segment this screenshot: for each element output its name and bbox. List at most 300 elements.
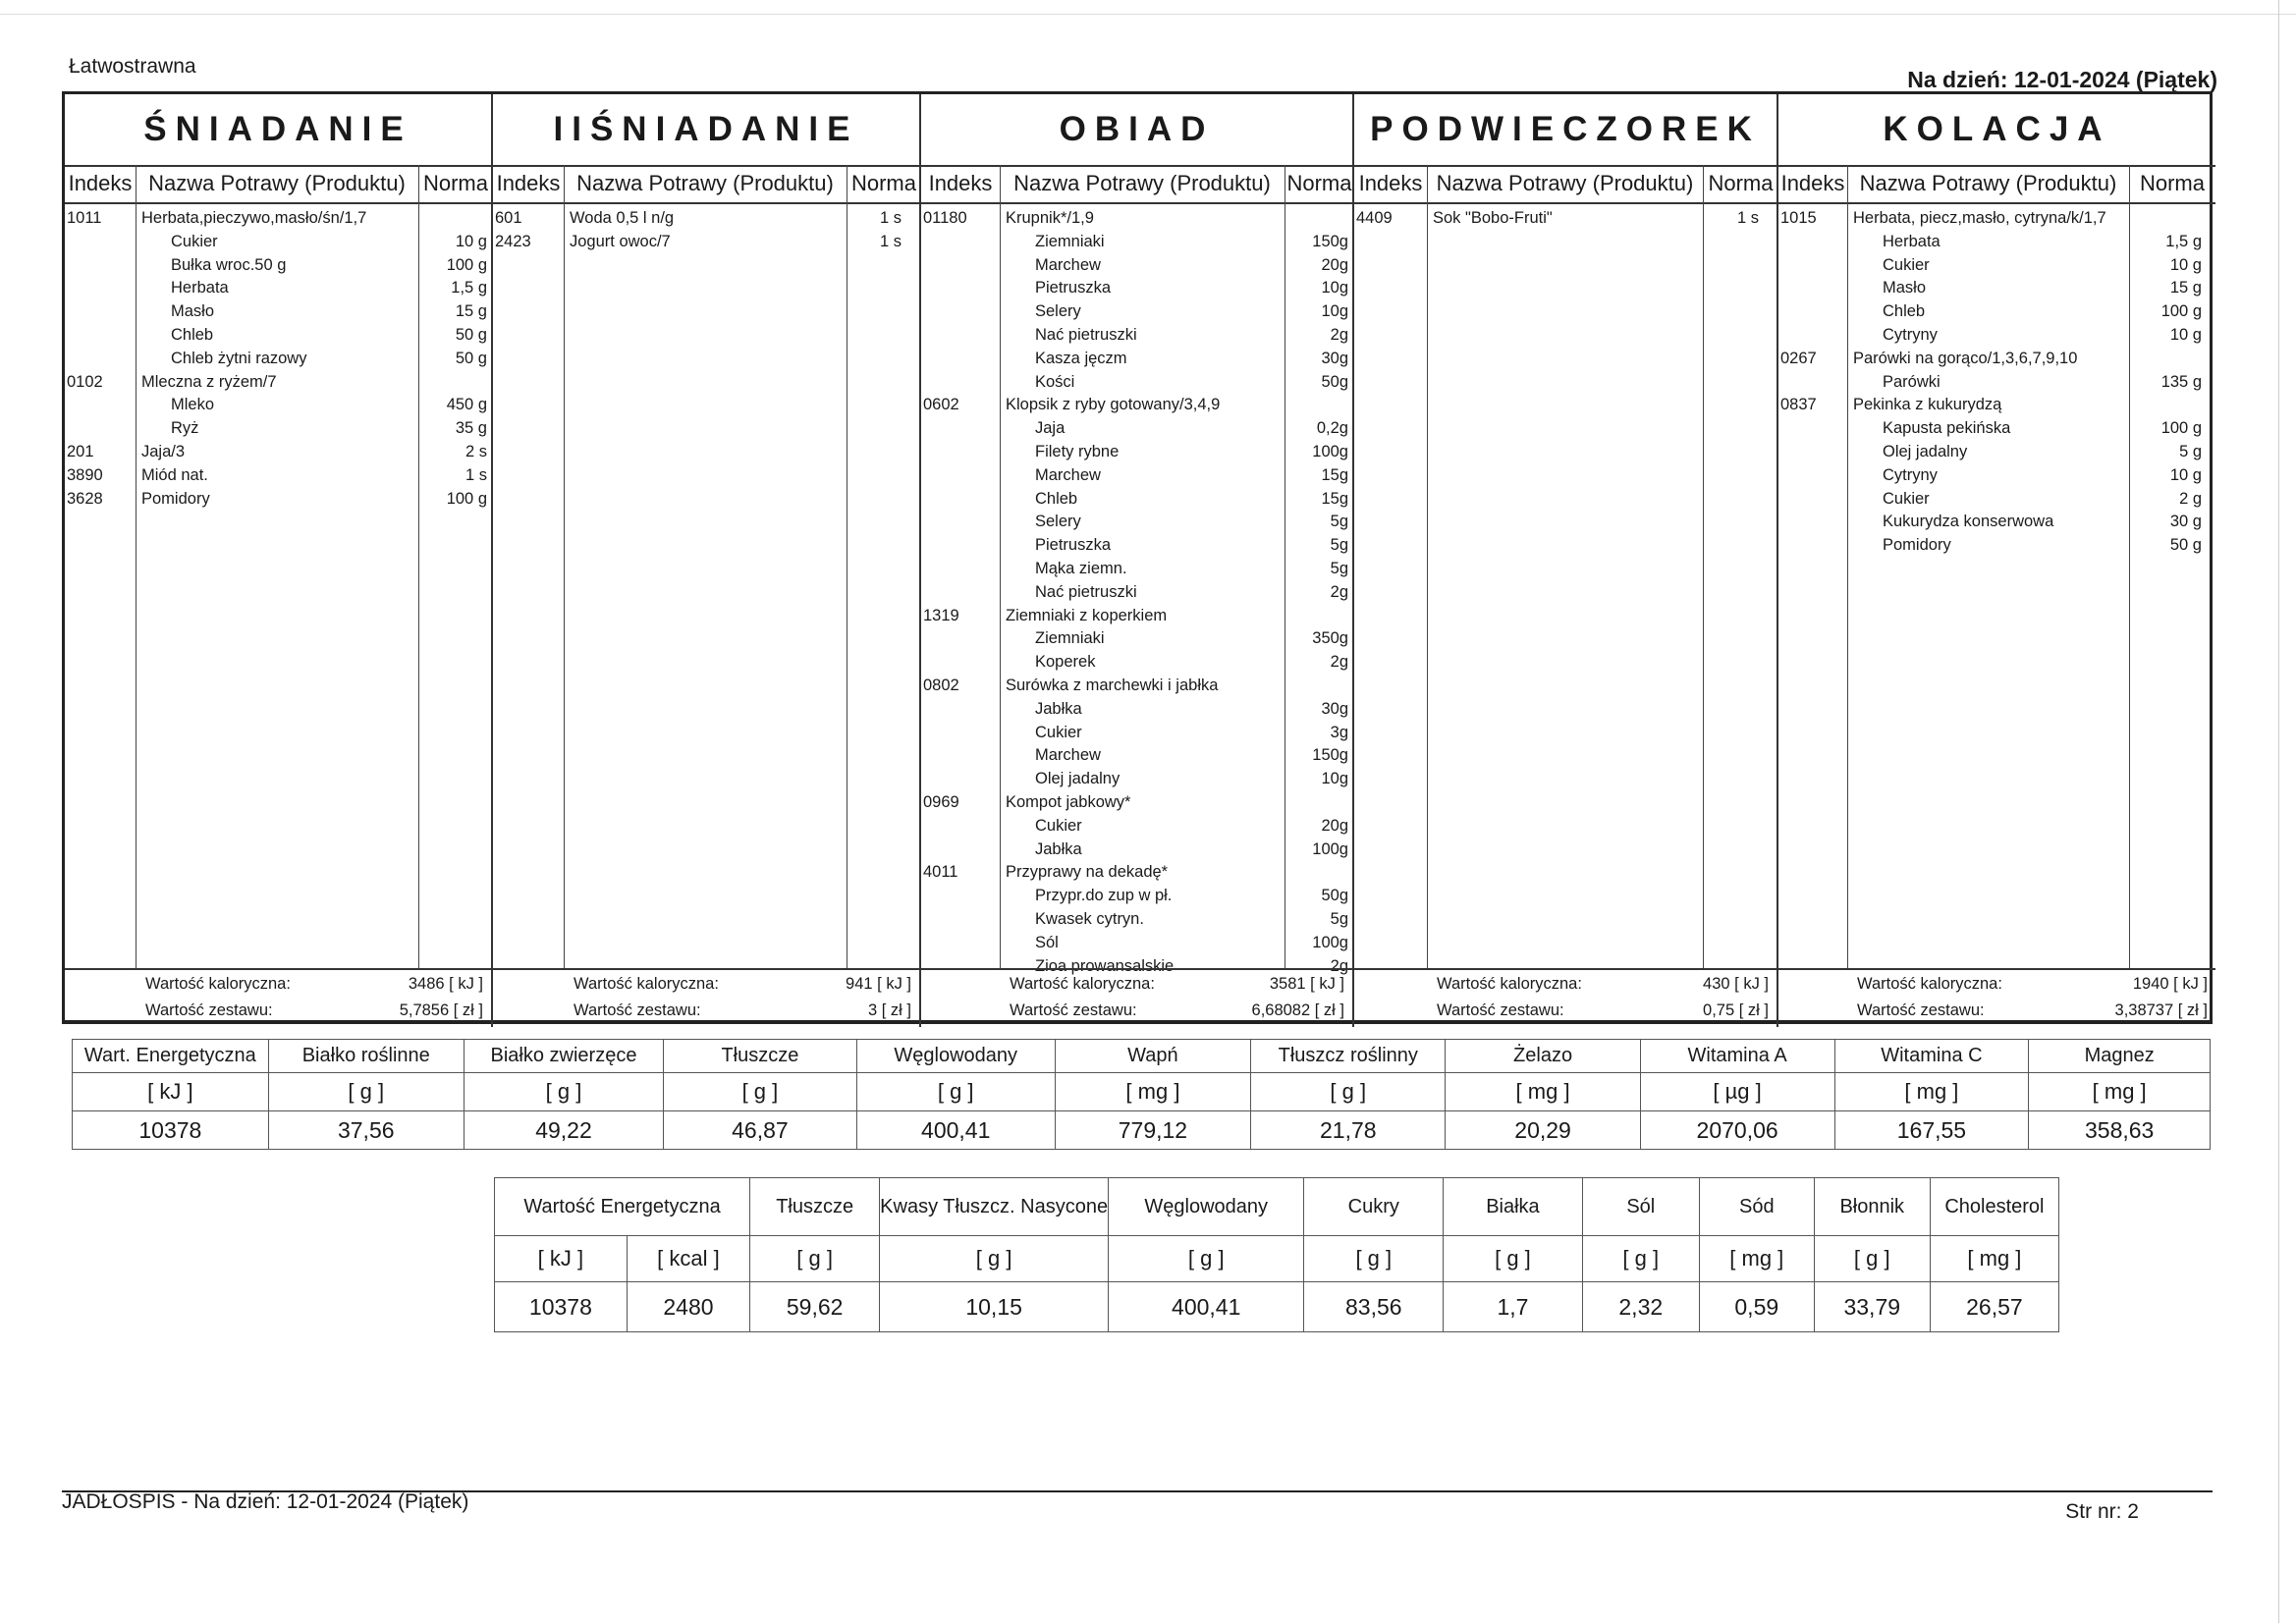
item-norm: 15 g (2169, 279, 2202, 298)
nutrient-unit: [ kcal ] (627, 1236, 749, 1282)
menu-row (65, 206, 491, 230)
item-norm: 5g (1330, 560, 1348, 577)
summary-label: Wartość kaloryczna: (1437, 975, 1582, 993)
nutrient-header: Kwasy Tłuszcz. Nasycone (880, 1178, 1109, 1236)
ingredient-name: Olej jadalny (1035, 770, 1121, 788)
item-norm: 2g (1330, 653, 1348, 672)
nutrient-header: Sód (1699, 1178, 1814, 1236)
nutrient-unit: [ kJ ] (73, 1073, 269, 1111)
item-norm: 15g (1321, 465, 1348, 484)
menu-row (1778, 416, 2215, 440)
nutrient-header: Białko roślinne (268, 1040, 464, 1073)
menu-row (65, 253, 491, 277)
dish-name: Herbata, piecz,masło, cytryna/k/1,7 (1853, 209, 2106, 227)
meal-title: PODWIECZOREK (1354, 94, 1777, 167)
ingredient-name: Chleb (1883, 302, 1926, 321)
item-norm: 100g (1312, 839, 1348, 858)
nutrient-header: Wart. Energetyczna (73, 1040, 269, 1073)
ingredient-name: Chleb (1035, 489, 1078, 508)
nutrients-table-2 (494, 1177, 2059, 1332)
value-row (495, 1282, 2059, 1332)
column-header-name: Nazwa Potrawy (Produktu) (576, 171, 834, 195)
nutrient-header: Białka (1444, 1178, 1582, 1236)
item-norm: 2g (1330, 582, 1348, 601)
item-index: 2423 (495, 232, 531, 250)
item-index: 1319 (923, 606, 959, 624)
menu-row (921, 440, 1352, 463)
ingredient-name: Kości (1035, 372, 1075, 391)
nutrient-header: Witamina C (1834, 1040, 2029, 1073)
menu-row (921, 860, 1352, 884)
dish-name: Klopsik z ryby gotowany/3,4,9 (1006, 396, 1221, 414)
item-norm: 5g (1330, 513, 1348, 531)
nutrient-unit: [ g ] (664, 1073, 857, 1111)
nutrient-header: Sól (1582, 1178, 1699, 1236)
dish-name: Kompot jabkowy* (1006, 793, 1131, 811)
item-norm: 50g (1321, 887, 1348, 905)
item-norm: 100g (1312, 933, 1348, 951)
item-norm: 35 g (455, 419, 487, 438)
menu-row (921, 463, 1352, 487)
menu-row (65, 323, 491, 347)
meal-title: OBIAD (921, 94, 1352, 167)
column-header-index: Indeks (928, 171, 993, 195)
column-header-row (493, 165, 919, 204)
menu-row (921, 323, 1352, 347)
item-norm: 10 g (2169, 255, 2202, 274)
nutrient-header: Węglowodany (1109, 1178, 1304, 1236)
menu-row (921, 299, 1352, 323)
nutrient-unit: [ g ] (1582, 1236, 1699, 1282)
menu-row (1778, 299, 2215, 323)
item-index: 4011 (923, 863, 958, 882)
meal-column (493, 94, 921, 1027)
menu-row (921, 767, 1352, 790)
nutrient-unit: [ kJ ] (495, 1236, 628, 1282)
item-norm: 5g (1330, 910, 1348, 928)
menu-row (1778, 230, 2215, 253)
meal-title: ŚNIADANIE (65, 94, 491, 167)
ingredient-name: Selery (1035, 513, 1081, 531)
value-row (73, 1111, 2211, 1150)
summary-label: Wartość kaloryczna: (1857, 975, 2002, 993)
dish-name: Herbata,pieczywo,masło/śn/1,7 (141, 209, 367, 227)
ingredient-name: Herbata (171, 279, 229, 298)
item-norm: 30g (1321, 699, 1348, 718)
nutrient-unit: [ mg ] (1699, 1236, 1814, 1282)
item-norm: 15 g (455, 302, 487, 321)
ingredient-name: Mleko (171, 396, 215, 414)
ingredient-name: Cukier (1035, 816, 1082, 835)
column-header-row (921, 165, 1352, 204)
item-index: 3628 (67, 489, 103, 508)
ingredient-name: Cytryny (1883, 326, 1938, 344)
ingredient-name: Kapusta pekińska (1883, 419, 2011, 438)
ingredient-name: Marchew (1035, 255, 1101, 274)
nutrient-header: Tłuszcz roślinny (1251, 1040, 1446, 1073)
page-right-edge (2278, 0, 2279, 1623)
column-header-norm: Norma (1708, 171, 1774, 195)
item-norm: 10 g (2169, 326, 2202, 344)
ingredient-name: Cytryny (1883, 465, 1938, 484)
item-norm: 150g (1312, 746, 1348, 765)
summary-label: Wartość zestawu: (1857, 1001, 1985, 1019)
nutrient-unit: [ g ] (1304, 1236, 1444, 1282)
ingredient-name: Zioa prowansalskie (1035, 956, 1175, 975)
item-norm: 2g (1330, 956, 1348, 975)
dish-name: Pomidory (141, 489, 210, 508)
diet-name: Łatwostrawna (69, 55, 196, 78)
column-header-name: Nazwa Potrawy (Produktu) (1436, 171, 1694, 195)
menu-row (921, 626, 1352, 650)
item-norm: 10g (1321, 279, 1348, 298)
menu-row (921, 814, 1352, 838)
menu-row (921, 276, 1352, 299)
summary-value: 6,68082 [ zł ] (1251, 1001, 1344, 1019)
nutrient-unit: [ mg ] (1446, 1073, 1640, 1111)
item-norm: 100 g (446, 255, 487, 274)
item-index: 1011 (67, 209, 102, 227)
column-header-name: Nazwa Potrawy (Produktu) (1859, 171, 2117, 195)
item-norm: 15g (1321, 489, 1348, 508)
item-index: 0602 (923, 396, 959, 414)
menu-row (65, 370, 491, 394)
nutrient-value: 37,56 (268, 1111, 464, 1150)
dish-name: Woda 0,5 l n/g (570, 209, 675, 227)
dish-name: Przyprawy na dekadę* (1006, 863, 1169, 882)
nutrient-value: 49,22 (464, 1111, 663, 1150)
menu-row (1778, 393, 2215, 416)
unit-row (495, 1236, 2059, 1282)
menu-row (1778, 440, 2215, 463)
item-norm: 10 g (455, 232, 487, 250)
nutrient-header: Żelazo (1446, 1040, 1640, 1073)
ingredient-name: Nać pietruszki (1035, 326, 1137, 344)
meal-column (1354, 94, 1778, 1027)
column-header-index: Indeks (1780, 171, 1845, 195)
meal-column (1778, 94, 2215, 1027)
menu-row (921, 721, 1352, 744)
menu-row (921, 557, 1352, 580)
item-norm: 2g (1330, 326, 1348, 344)
item-norm: 20g (1321, 255, 1348, 274)
menu-row (921, 206, 1352, 230)
nutrient-header: Węglowodany (856, 1040, 1055, 1073)
ingredient-name: Filety rybne (1035, 443, 1120, 460)
ingredient-name: Ziemniaki (1035, 629, 1105, 648)
nutrient-unit: [ g ] (1814, 1236, 1930, 1282)
ingredient-name: Kasza jęczm (1035, 349, 1127, 367)
item-index: 201 (67, 443, 94, 460)
summary-label: Wartość zestawu: (1437, 1001, 1564, 1019)
summary-value: 941 [ kJ ] (846, 975, 911, 993)
nutrient-header: Witamina A (1640, 1040, 1834, 1073)
ingredient-name: Masło (1883, 279, 1927, 298)
summary-value: 0,75 [ zł ] (1703, 1001, 1769, 1019)
summary-value: 3 [ zł ] (867, 1001, 911, 1019)
item-index: 0837 (1780, 396, 1817, 414)
nutrient-header: Tłuszcze (750, 1178, 880, 1236)
ingredient-name: Masło (171, 302, 215, 321)
summary-value: 3,38737 [ zł ] (2114, 1001, 2208, 1019)
nutrient-value: 26,57 (1930, 1282, 2058, 1332)
column-header-name: Nazwa Potrawy (Produktu) (1013, 171, 1271, 195)
menu-row (65, 230, 491, 253)
nutrient-value: 2070,06 (1640, 1111, 1834, 1150)
ingredient-name: Pomidory (1883, 536, 1951, 555)
ingredient-name: Parówki (1883, 372, 1941, 391)
dish-name: Krupnik*/1,9 (1006, 209, 1094, 227)
item-norm: 20g (1321, 816, 1348, 835)
item-norm: 50g (1321, 372, 1348, 391)
ingredient-name: Pietruszka (1035, 279, 1112, 298)
column-header-index: Indeks (1358, 171, 1423, 195)
menu-row (921, 907, 1352, 931)
item-norm: 30g (1321, 349, 1348, 367)
dish-name: Pekinka z kukurydzą (1853, 396, 2002, 414)
nutrient-value: 20,29 (1446, 1111, 1640, 1150)
column-header-index: Indeks (68, 171, 133, 195)
menu-row (1778, 276, 2215, 299)
ingredient-name: Ziemniaki (1035, 232, 1105, 250)
dish-name: Jogurt owoc/7 (570, 232, 671, 250)
item-norm: 135 g (2160, 372, 2202, 391)
nutrient-value: 46,87 (664, 1111, 857, 1150)
menu-row (921, 604, 1352, 627)
item-norm: 50 g (455, 349, 487, 367)
item-index: 4409 (1356, 209, 1393, 227)
item-norm: 50 g (2169, 536, 2202, 555)
menu-row (493, 230, 919, 253)
dish-name: Parówki na gorąco/1,3,6,7,9,10 (1853, 349, 2078, 367)
menu-row (1354, 206, 1777, 230)
menu-row (921, 954, 1352, 978)
column-header-name: Nazwa Potrawy (Produktu) (148, 171, 406, 195)
summary-divider (1778, 968, 2215, 970)
menu-row (921, 580, 1352, 604)
page-top-edge (0, 14, 2296, 15)
menu-row (65, 463, 491, 487)
menu-row (65, 276, 491, 299)
menu-row (1778, 206, 2215, 230)
nutrient-header: Błonnik (1814, 1178, 1930, 1236)
item-norm: 5g (1330, 536, 1348, 555)
summary-label: Wartość zestawu: (574, 1001, 701, 1019)
nutrient-unit: [ g ] (856, 1073, 1055, 1111)
footer-title: JADŁOSPIS - Na dzień: 12-01-2024 (Piątek) (62, 1490, 469, 1513)
nutrient-value: 400,41 (856, 1111, 1055, 1150)
item-norm: 1,5 g (2165, 232, 2202, 250)
menu-row (65, 487, 491, 511)
menu-row (921, 510, 1352, 533)
item-index: 0802 (923, 676, 959, 694)
header-row (73, 1040, 2211, 1073)
menu-row (921, 674, 1352, 697)
nutrient-value: 2480 (627, 1282, 749, 1332)
nutrient-header: Białko zwierzęce (464, 1040, 663, 1073)
nutrient-header: Wapń (1055, 1040, 1250, 1073)
menu-row (1778, 347, 2215, 370)
menu-row (921, 931, 1352, 954)
menu-row (921, 838, 1352, 861)
menu-row (1778, 510, 2215, 533)
summary-label: Wartość zestawu: (145, 1001, 273, 1019)
item-index: 0267 (1780, 349, 1817, 367)
menu-row (921, 884, 1352, 907)
menu-row (921, 253, 1352, 277)
item-norm: 1 s (465, 465, 487, 484)
ingredient-name: Nać pietruszki (1035, 582, 1137, 601)
ingredient-name: Przypr.do zup w pł. (1035, 887, 1173, 905)
item-norm: 10g (1321, 302, 1348, 321)
nutrient-unit: [ g ] (1444, 1236, 1582, 1282)
ingredient-name: Selery (1035, 302, 1081, 321)
column-divider (1703, 165, 1704, 968)
nutrient-value: 167,55 (1834, 1111, 2029, 1150)
nutrient-value: 83,56 (1304, 1282, 1444, 1332)
ingredient-name: Bułka wroc.50 g (171, 255, 287, 274)
column-divider (1427, 165, 1428, 968)
ingredient-name: Chleb żytni razowy (171, 349, 307, 367)
summary-divider (921, 968, 1352, 970)
menu-row (921, 370, 1352, 394)
item-norm: 2 s (465, 443, 487, 460)
nutrient-header: Tłuszcze (664, 1040, 857, 1073)
nutrient-unit: [ µg ] (1640, 1073, 1834, 1111)
summary-divider (65, 968, 491, 970)
column-header-row (1778, 165, 2215, 204)
nutrient-value: 59,62 (750, 1282, 880, 1332)
item-norm: 350g (1312, 629, 1348, 648)
menu-row (921, 230, 1352, 253)
item-norm: 0,2g (1316, 419, 1348, 438)
item-norm: 10g (1321, 770, 1348, 788)
nutrient-value: 0,59 (1699, 1282, 1814, 1332)
menu-row (921, 533, 1352, 557)
item-norm: 100 g (446, 489, 487, 508)
nutrient-value: 400,41 (1109, 1282, 1304, 1332)
ingredient-name: Herbata (1883, 232, 1941, 250)
dish-name: Mleczna z ryżem/7 (141, 372, 277, 391)
meal-title: KOLACJA (1778, 94, 2215, 167)
menu-row (921, 416, 1352, 440)
unit-row (73, 1073, 2211, 1111)
ingredient-name: Mąka ziemn. (1035, 560, 1127, 577)
ingredient-name: Chleb (171, 326, 214, 344)
nutrient-unit: [ mg ] (2029, 1073, 2211, 1111)
menu-row (921, 790, 1352, 814)
meal-column (65, 94, 493, 1027)
item-index: 0102 (67, 372, 103, 391)
ingredient-name: Marchew (1035, 465, 1101, 484)
item-index: 01180 (923, 209, 967, 227)
item-norm: 10 g (2169, 465, 2202, 484)
ingredient-name: Ryż (171, 419, 199, 438)
item-index: 601 (495, 209, 522, 227)
summary-label: Wartość kaloryczna: (574, 975, 719, 993)
summary-value: 3486 [ kJ ] (408, 975, 483, 993)
column-divider (564, 165, 565, 968)
menu-row (65, 393, 491, 416)
ingredient-name: Cukier (1883, 489, 1930, 508)
menu-row (921, 650, 1352, 674)
nutrients-table-1 (72, 1039, 2211, 1150)
menu-row (921, 347, 1352, 370)
nutrient-value: 358,63 (2029, 1111, 2211, 1150)
menu-table (62, 91, 2213, 1024)
item-norm: 1 s (879, 232, 902, 250)
menu-row (65, 347, 491, 370)
menu-row (1778, 253, 2215, 277)
menu-row (65, 299, 491, 323)
summary-value: 5,7856 [ zł ] (399, 1001, 483, 1019)
nutrient-unit: [ g ] (750, 1236, 880, 1282)
column-header-row (65, 165, 491, 204)
meal-title: IIŚNIADANIE (493, 94, 919, 167)
page-number: Str nr: 2 (2065, 1500, 2139, 1523)
item-norm: 100 g (2160, 302, 2202, 321)
nutrient-unit: [ g ] (1109, 1236, 1304, 1282)
dish-name: Miód nat. (141, 465, 208, 484)
item-norm: 3g (1330, 723, 1348, 741)
summary-label: Wartość kaloryczna: (145, 975, 291, 993)
column-header-norm: Norma (422, 171, 488, 195)
menu-row (921, 393, 1352, 416)
header-row (495, 1178, 2059, 1236)
ingredient-name: Jabłka (1035, 699, 1082, 718)
summary-value: 430 [ kJ ] (1703, 975, 1769, 993)
dish-name: Jaja/3 (141, 443, 186, 460)
item-norm: 100 g (2160, 419, 2202, 438)
column-header-norm: Norma (2139, 171, 2205, 195)
item-index: 1015 (1780, 209, 1817, 227)
item-norm: 150g (1312, 232, 1348, 250)
nutrient-header: Wartość Energetyczna (495, 1178, 750, 1236)
column-header-row (1354, 165, 1777, 204)
item-index: 0969 (923, 793, 959, 811)
menu-row (921, 743, 1352, 767)
item-norm: 100g (1312, 443, 1348, 460)
nutrient-value: 1,7 (1444, 1282, 1582, 1332)
meal-column (921, 94, 1354, 1027)
dish-name: Surówka z marchewki i jabłka (1006, 676, 1219, 694)
summary-divider (493, 968, 919, 970)
item-norm: 1 s (1736, 209, 1759, 227)
summary-value: 3581 [ kJ ] (1269, 975, 1344, 993)
menu-row (1778, 323, 2215, 347)
nutrient-header: Magnez (2029, 1040, 2211, 1073)
ingredient-name: Jabłka (1035, 839, 1082, 858)
ingredient-name: Sól (1035, 933, 1059, 951)
menu-row (1778, 533, 2215, 557)
menu-row (493, 206, 919, 230)
nutrient-unit: [ g ] (464, 1073, 663, 1111)
nutrient-unit: [ g ] (1251, 1073, 1446, 1111)
item-norm: 1 s (879, 209, 902, 227)
menu-date: Na dzień: 12-01-2024 (Piątek) (1907, 67, 2217, 92)
item-norm: 30 g (2169, 513, 2202, 531)
item-norm: 5 g (2179, 443, 2202, 460)
menu-row (65, 416, 491, 440)
column-header-norm: Norma (1286, 171, 1352, 195)
menu-row (921, 697, 1352, 721)
item-norm: 50 g (455, 326, 487, 344)
menu-row (1778, 487, 2215, 511)
ingredient-name: Marchew (1035, 746, 1101, 765)
ingredient-name: Cukier (1035, 723, 1082, 741)
menu-row (1778, 370, 2215, 394)
ingredient-name: Pietruszka (1035, 536, 1112, 555)
